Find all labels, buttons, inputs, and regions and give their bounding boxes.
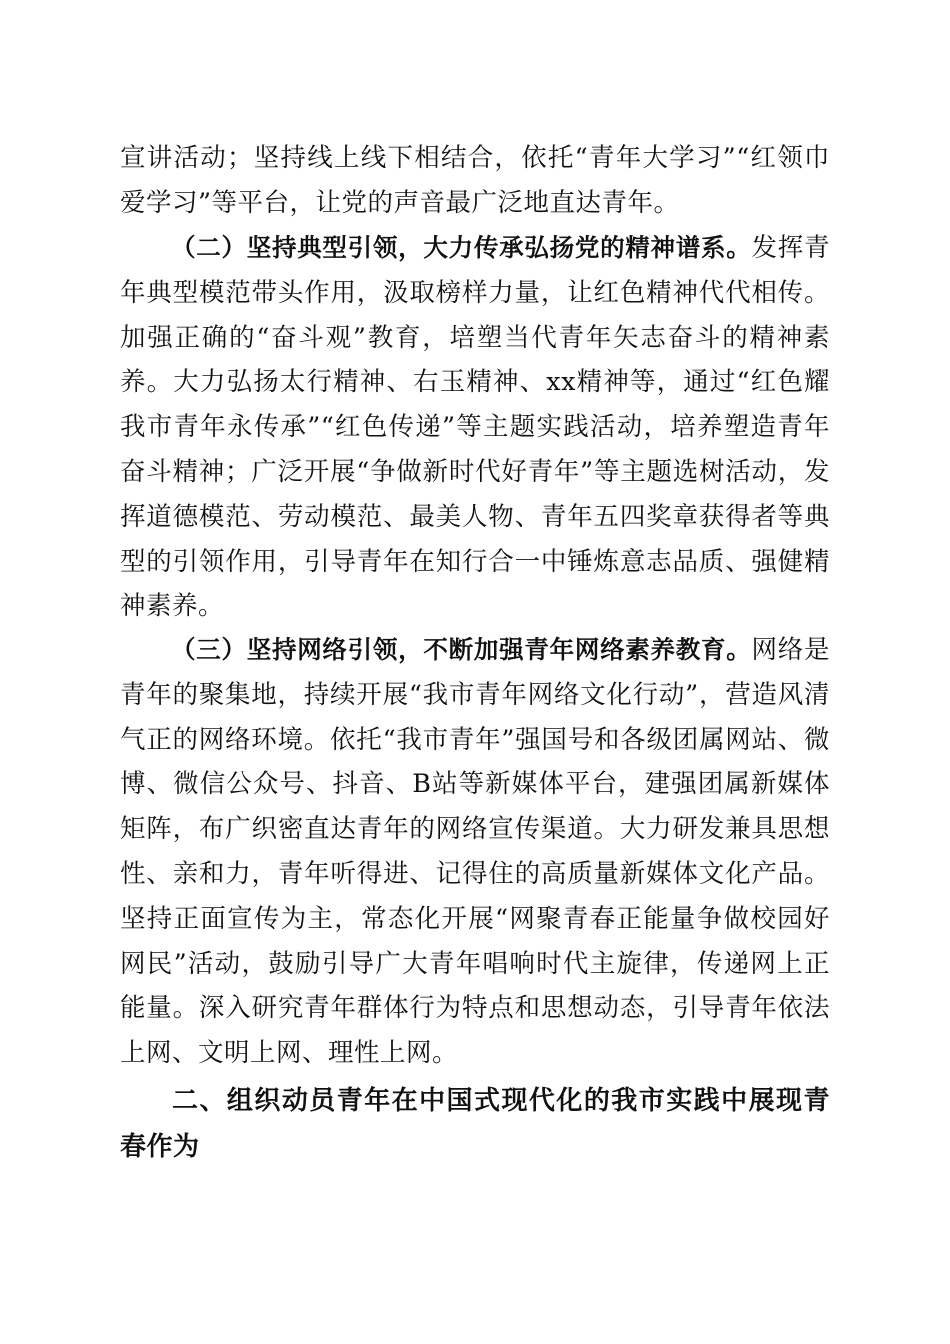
section-2-body: 发挥青年典型模范带头作用，汲取榜样力量，让红色精神代代相传。加强正确的“奋斗观”教育，培塑当代青年矢志奋斗的精神素养。大力弘扬太行精神、右玉精神、xx精神等，通过“红色耀我市青年永传承”“红色传递”等主题实践活动，培养塑造青年奋斗精神；广泛开展“争做新时代好青年”等主题选树活动，发挥道德模范、劳动模范、最美人物、青年五四奖章获得者等典型的引领作用，引导青年在知行合一中锤炼意志品质、强健精神素养。 (120, 233, 830, 622)
intro-paragraph: 宣讲活动；坚持线上线下相结合，依托“青年大学习”“红领巾爱学习”等平台，让党的声音最广泛地直达青年。 (120, 143, 830, 218)
section-2-lead: （二）坚持典型引领，大力传承弘扬党的精神谱系。 (171, 233, 752, 262)
section-3-body: 网络是青年的聚集地，持续开展“我市青年网络文化行动”，营造风清气正的网络环境。依托“我市青年”强国号和各级团属网站、微博、微信公众号、抖音、B站等新媒体平台，建强团属新媒体矩阵，布广织密直达青年的网络宣传渠道。大力研发兼具思想性、亲和力，青年听得进、记得住的高质量新媒体文化产品。坚持正面宣传为主，常态化开展“网聚青春正能量争做校园好网民”活动，鼓励引导广大青年唱响时代主旋律，传递网上正能量。深入研究青年群体行为特点和思想动态，引导青年依法上网、文明上网、理性上网。 (120, 635, 830, 1069)
section-heading-block (120, 1078, 830, 1170)
section-3-paragraph (120, 628, 830, 1076)
section-3-block (120, 628, 830, 1076)
intro-paragraph-block (120, 136, 830, 226)
section-2-paragraph (120, 226, 830, 629)
section-heading: 二、组织动员青年在中国式现代化的我市实践中展现青春作为 (120, 1086, 830, 1162)
section-2-block (120, 226, 830, 629)
section-3-lead: （三）坚持网络引领，不断加强青年网络素养教育。 (171, 635, 752, 664)
